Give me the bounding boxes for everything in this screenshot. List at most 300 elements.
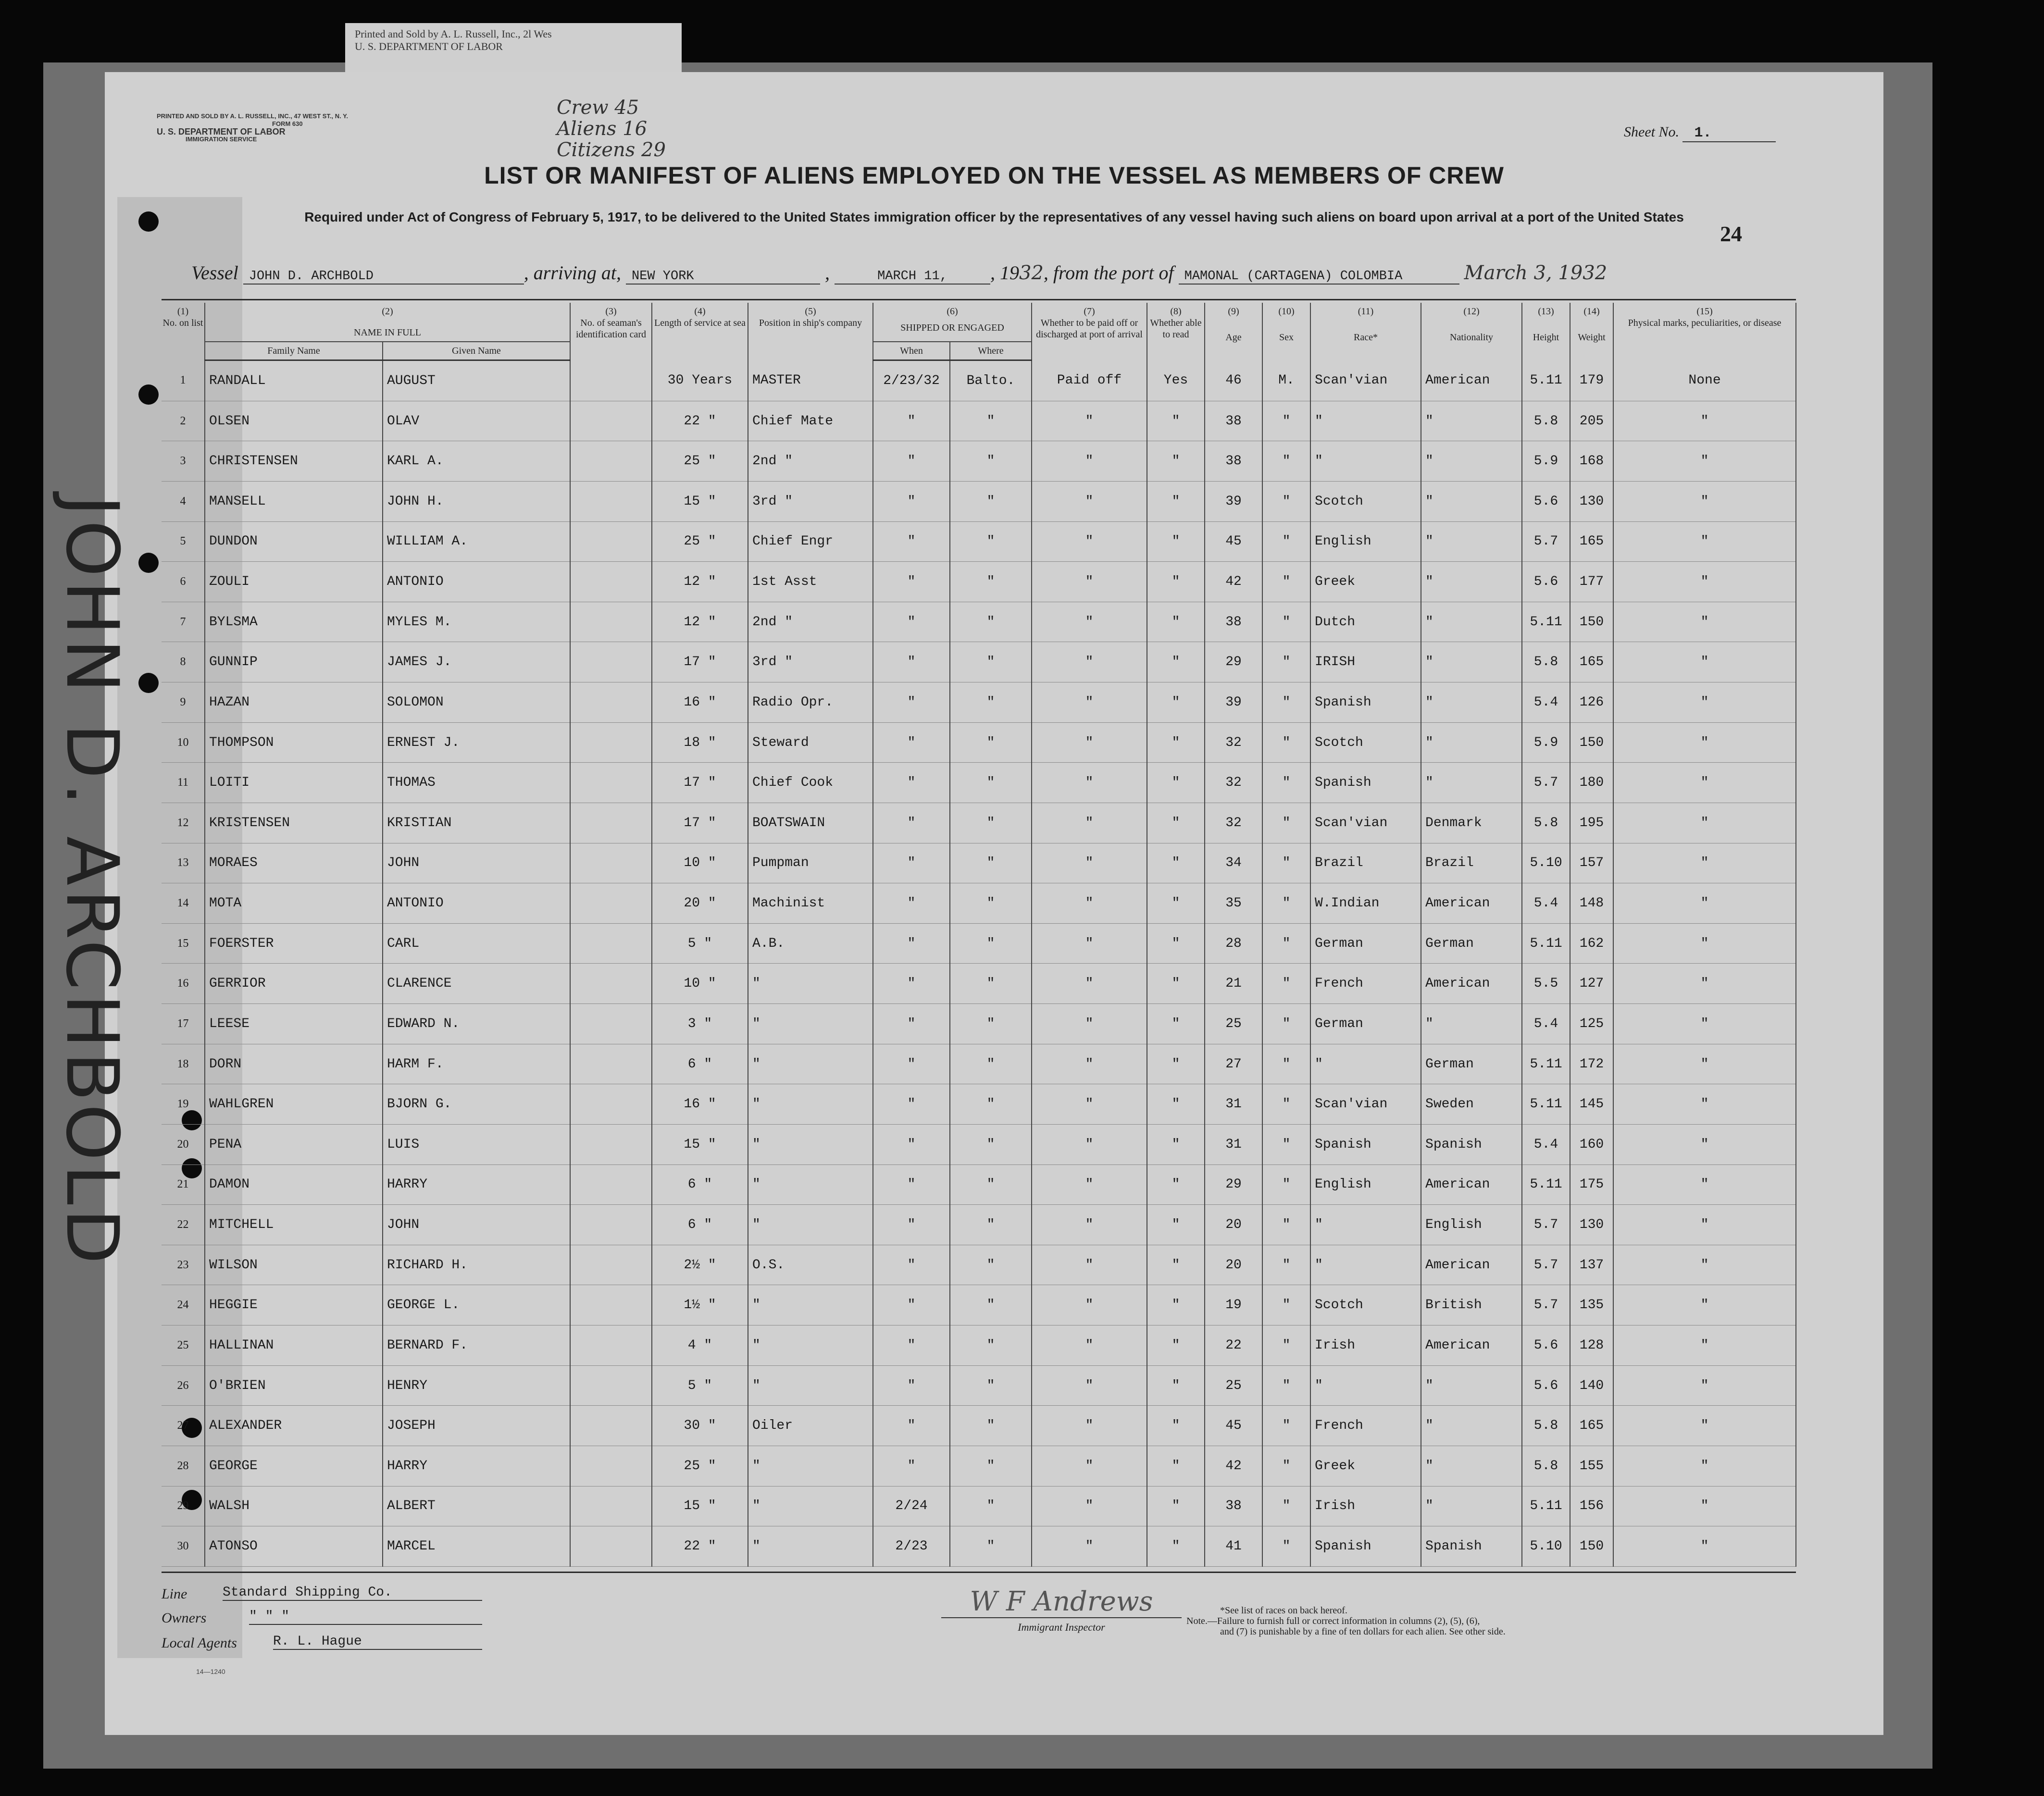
shipped-when: "	[873, 1285, 950, 1325]
note-penalty-2: and (7) is punishable by a fine of ten dollars for each alien. See other side.	[1220, 1626, 1506, 1637]
physical-marks: "	[1613, 803, 1796, 843]
height: 5.11	[1522, 1084, 1570, 1125]
shipped-when: "	[873, 1124, 950, 1164]
weight: 145	[1570, 1084, 1613, 1125]
vessel-line: Vessel JOHN D. ARCHBOLD , arriving at, NEW YORK , MARCH 11, , 1932, from the port of MAMONAL (CARTAGENA) COLOMBIA March 3, 1932	[191, 262, 1608, 284]
table-row	[162, 642, 1796, 682]
shipped-when: "	[873, 1084, 950, 1125]
table-row	[162, 481, 1796, 521]
service-length: 20 "	[652, 883, 748, 924]
able-to-read: "	[1147, 1084, 1205, 1125]
age: 35	[1205, 883, 1262, 924]
row-number: 4	[162, 481, 205, 521]
service-length: 15 "	[652, 1124, 748, 1164]
col-position-header: (5) Position in ship's company	[748, 303, 873, 360]
paid-off: "	[1032, 883, 1147, 924]
nationality: British	[1421, 1285, 1522, 1325]
age: 19	[1205, 1285, 1262, 1325]
given-name: JOSEPH	[383, 1406, 570, 1446]
shipped-where: "	[950, 964, 1032, 1004]
sex: "	[1262, 803, 1310, 843]
binder-hole	[138, 673, 159, 693]
table-row	[162, 1486, 1796, 1526]
col-age-header: (9) Age	[1205, 303, 1262, 360]
id-card	[570, 1205, 652, 1245]
service-length: 12 "	[652, 562, 748, 602]
shipped-when: "	[873, 1164, 950, 1205]
row-number: 19	[162, 1084, 205, 1125]
shipped-where: "	[950, 1245, 1032, 1285]
race: Scan'vian	[1310, 803, 1421, 843]
position: "	[748, 1285, 873, 1325]
service-length: 12 "	[652, 602, 748, 642]
paid-off: "	[1032, 521, 1147, 562]
shipped-where: "	[950, 1365, 1032, 1406]
race: Scotch	[1310, 1285, 1421, 1325]
able-to-read: "	[1147, 803, 1205, 843]
given-name: JOHN H.	[383, 481, 570, 521]
table-row	[162, 1285, 1796, 1325]
shipped-when: "	[873, 1205, 950, 1245]
table-row	[162, 883, 1796, 924]
id-card	[570, 843, 652, 883]
given-name: ERNEST J.	[383, 722, 570, 763]
weight: 128	[1570, 1325, 1613, 1366]
paid-off: "	[1032, 1285, 1147, 1325]
able-to-read: "	[1147, 1245, 1205, 1285]
id-card	[570, 1285, 652, 1325]
shipped-where: "	[950, 843, 1032, 883]
sex: "	[1262, 1446, 1310, 1486]
family-name: WILSON	[205, 1245, 383, 1285]
line-value: Standard Shipping Co.	[223, 1585, 482, 1601]
race: Scotch	[1310, 722, 1421, 763]
position: A.B.	[748, 923, 873, 964]
crew-note-aliens: Aliens 16	[557, 118, 648, 140]
nationality: Sweden	[1421, 1084, 1522, 1125]
shipped-where: "	[950, 1205, 1032, 1245]
age: 32	[1205, 763, 1262, 803]
weight: 162	[1570, 923, 1613, 964]
shipped-when: "	[873, 923, 950, 964]
weight: 150	[1570, 1526, 1613, 1567]
nationality: German	[1421, 923, 1522, 964]
nationality: Spanish	[1421, 1526, 1522, 1567]
position: "	[748, 1365, 873, 1406]
nationality: American	[1421, 1245, 1522, 1285]
service-length: 5 "	[652, 923, 748, 964]
paid-off: "	[1032, 1406, 1147, 1446]
nationality: "	[1421, 642, 1522, 682]
sex: "	[1262, 521, 1310, 562]
height: 5.6	[1522, 1365, 1570, 1406]
weight: 168	[1570, 441, 1613, 482]
col-weight-header: (14) Weight	[1570, 303, 1613, 360]
shipped-where: "	[950, 1325, 1032, 1366]
able-to-read: "	[1147, 1486, 1205, 1526]
nationality: English	[1421, 1205, 1522, 1245]
nationality: "	[1421, 682, 1522, 723]
race: "	[1310, 1245, 1421, 1285]
id-card	[570, 481, 652, 521]
service: IMMIGRATION SERVICE	[186, 136, 257, 143]
physical-marks: "	[1613, 1124, 1796, 1164]
age: 45	[1205, 521, 1262, 562]
weight: 205	[1570, 401, 1613, 441]
service-length: 16 "	[652, 1084, 748, 1125]
shipped-where: "	[950, 923, 1032, 964]
weight: 156	[1570, 1486, 1613, 1526]
weight: 126	[1570, 682, 1613, 723]
family-name: ZOULI	[205, 562, 383, 602]
given-name: EDWARD N.	[383, 1004, 570, 1044]
physical-marks: "	[1613, 682, 1796, 723]
age: 25	[1205, 1365, 1262, 1406]
shipped-where: "	[950, 481, 1032, 521]
physical-marks: "	[1613, 1004, 1796, 1044]
height: 5.7	[1522, 1205, 1570, 1245]
service-length: 22 "	[652, 1526, 748, 1567]
row-number: 10	[162, 722, 205, 763]
given-name: THOMAS	[383, 763, 570, 803]
row-number: 29	[162, 1486, 205, 1526]
id-card	[570, 1004, 652, 1044]
shipped-where: "	[950, 642, 1032, 682]
able-to-read: "	[1147, 481, 1205, 521]
sex: "	[1262, 642, 1310, 682]
col-shipped-header: (6) SHIPPED OR ENGAGED	[873, 303, 1032, 342]
position: 2nd "	[748, 441, 873, 482]
sex: "	[1262, 1285, 1310, 1325]
paid-off: "	[1032, 401, 1147, 441]
crew-note-citizens: Citizens 29	[557, 139, 666, 161]
sex: "	[1262, 1486, 1310, 1526]
nationality: "	[1421, 722, 1522, 763]
shipped-when: "	[873, 481, 950, 521]
vessel-label: Vessel	[191, 262, 238, 284]
paid-off: "	[1032, 642, 1147, 682]
height: 5.11	[1522, 1164, 1570, 1205]
departure-port: MAMONAL (CARTAGENA) COLOMBIA	[1179, 269, 1459, 285]
paid-off: "	[1032, 1486, 1147, 1526]
printer-line: PRINTED AND SOLD BY A. L. RUSSELL, INC., 47 WEST ST., N. Y.	[157, 112, 348, 120]
row-number: 6	[162, 562, 205, 602]
family-name: KRISTENSEN	[205, 803, 383, 843]
age: 29	[1205, 1164, 1262, 1205]
position: "	[748, 1124, 873, 1164]
age: 32	[1205, 803, 1262, 843]
id-card	[570, 1084, 652, 1125]
service-length: 25 "	[652, 441, 748, 482]
id-card	[570, 722, 652, 763]
height: 5.4	[1522, 1004, 1570, 1044]
nationality: "	[1421, 602, 1522, 642]
row-number: 21	[162, 1164, 205, 1205]
col-height-header: (13) Height	[1522, 303, 1570, 360]
table-row	[162, 923, 1796, 964]
sex: "	[1262, 562, 1310, 602]
nationality: American	[1421, 1325, 1522, 1366]
given-name: BERNARD F.	[383, 1325, 570, 1366]
sex: "	[1262, 883, 1310, 924]
age: 29	[1205, 642, 1262, 682]
physical-marks: "	[1613, 1245, 1796, 1285]
paid-off: "	[1032, 1245, 1147, 1285]
shipped-when: 2/23	[873, 1526, 950, 1567]
id-card	[570, 1446, 652, 1486]
height: 5.11	[1522, 1486, 1570, 1526]
physical-marks: "	[1613, 1406, 1796, 1446]
weight: 130	[1570, 481, 1613, 521]
nationality: Brazil	[1421, 843, 1522, 883]
table-row	[162, 1406, 1796, 1446]
id-card	[570, 1164, 652, 1205]
age: 39	[1205, 481, 1262, 521]
position: "	[748, 1164, 873, 1205]
age: 32	[1205, 722, 1262, 763]
weight: 175	[1570, 1164, 1613, 1205]
height: 5.6	[1522, 562, 1570, 602]
row-number: 23	[162, 1245, 205, 1285]
physical-marks: "	[1613, 1486, 1796, 1526]
col-nationality-header: (12) Nationality	[1421, 303, 1522, 360]
table-row	[162, 602, 1796, 642]
row-number: 7	[162, 602, 205, 642]
able-to-read: "	[1147, 883, 1205, 924]
race: Greek	[1310, 1446, 1421, 1486]
able-to-read: "	[1147, 1526, 1205, 1567]
row-number: 17	[162, 1004, 205, 1044]
age: 38	[1205, 602, 1262, 642]
position: Chief Cook	[748, 763, 873, 803]
shipped-where: "	[950, 682, 1032, 723]
family-name: GUNNIP	[205, 642, 383, 682]
position: MASTER	[748, 360, 873, 401]
age: 21	[1205, 964, 1262, 1004]
given-name: RICHARD H.	[383, 1245, 570, 1285]
page-title: LIST OR MANIFEST OF ALIENS EMPLOYED ON THE VESSEL AS MEMBERS OF CREW	[484, 162, 1504, 189]
col-given-header: Given Name	[383, 342, 570, 360]
row-number: 16	[162, 964, 205, 1004]
able-to-read: "	[1147, 1446, 1205, 1486]
position: "	[748, 964, 873, 1004]
row-number: 24	[162, 1285, 205, 1325]
id-card	[570, 883, 652, 924]
sheet-number-label: Sheet No.	[1624, 124, 1679, 140]
service-length: 18 "	[652, 722, 748, 763]
col-name-header: (2) NAME IN FULL	[205, 303, 570, 342]
row-number: 20	[162, 1124, 205, 1164]
age: 28	[1205, 923, 1262, 964]
id-card	[570, 803, 652, 843]
table-row	[162, 1526, 1796, 1567]
able-to-read: "	[1147, 642, 1205, 682]
tab-department: U. S. DEPARTMENT OF LABOR	[355, 40, 503, 52]
shipped-when: "	[873, 602, 950, 642]
nationality: American	[1421, 964, 1522, 1004]
line-label: Line	[162, 1586, 187, 1602]
family-name: LOITI	[205, 763, 383, 803]
age: 27	[1205, 1044, 1262, 1084]
shipped-when: "	[873, 1004, 950, 1044]
race: French	[1310, 964, 1421, 1004]
weight: 180	[1570, 763, 1613, 803]
family-name: O'BRIEN	[205, 1365, 383, 1406]
header-rule	[162, 299, 1796, 300]
family-name: WALSH	[205, 1486, 383, 1526]
shipped-where: "	[950, 1285, 1032, 1325]
able-to-read: "	[1147, 1004, 1205, 1044]
physical-marks: "	[1613, 1325, 1796, 1366]
id-card	[570, 1245, 652, 1285]
shipped-when: "	[873, 562, 950, 602]
able-to-read: "	[1147, 602, 1205, 642]
shipped-when: "	[873, 1044, 950, 1084]
given-name: ANTONIO	[383, 562, 570, 602]
family-name: MOTA	[205, 883, 383, 924]
table-bottom-rule	[162, 1572, 1796, 1573]
age: 20	[1205, 1245, 1262, 1285]
id-card	[570, 602, 652, 642]
given-name: JAMES J.	[383, 642, 570, 682]
given-name: OLAV	[383, 401, 570, 441]
id-card	[570, 964, 652, 1004]
race: Brazil	[1310, 843, 1421, 883]
able-to-read: "	[1147, 1044, 1205, 1084]
position: "	[748, 1325, 873, 1366]
physical-marks: "	[1613, 441, 1796, 482]
given-name: JOHN	[383, 843, 570, 883]
table-row	[162, 1446, 1796, 1486]
paid-off: "	[1032, 602, 1147, 642]
race: Dutch	[1310, 602, 1421, 642]
height: 5.8	[1522, 401, 1570, 441]
race: "	[1310, 1205, 1421, 1245]
table-row	[162, 1004, 1796, 1044]
weight: 137	[1570, 1245, 1613, 1285]
physical-marks: None	[1613, 360, 1796, 401]
family-name: DORN	[205, 1044, 383, 1084]
position: "	[748, 1004, 873, 1044]
shipped-when: 2/24	[873, 1486, 950, 1526]
position: 3rd "	[748, 642, 873, 682]
departure-date: March 3, 1932	[1464, 262, 1608, 284]
nationality: "	[1421, 481, 1522, 521]
sex: "	[1262, 722, 1310, 763]
service-length: 6 "	[652, 1044, 748, 1084]
shipped-when: "	[873, 1406, 950, 1446]
row-number: 13	[162, 843, 205, 883]
nationality: "	[1421, 1004, 1522, 1044]
race: "	[1310, 1044, 1421, 1084]
row-number: 27	[162, 1406, 205, 1446]
row-number: 3	[162, 441, 205, 482]
year-suffix: 32	[1019, 262, 1044, 284]
arriving-label: , arriving at,	[523, 262, 621, 284]
nationality: German	[1421, 1044, 1522, 1084]
table-row	[162, 1325, 1796, 1366]
sex: "	[1262, 1406, 1310, 1446]
row-number: 15	[162, 923, 205, 964]
sex: "	[1262, 1124, 1310, 1164]
row-number: 12	[162, 803, 205, 843]
row-number: 9	[162, 682, 205, 723]
paid-off: "	[1032, 964, 1147, 1004]
sex: "	[1262, 1004, 1310, 1044]
position: Steward	[748, 722, 873, 763]
paid-off: "	[1032, 843, 1147, 883]
height: 5.11	[1522, 1044, 1570, 1084]
sex: "	[1262, 1164, 1310, 1205]
paid-off: "	[1032, 1004, 1147, 1044]
height: 5.11	[1522, 923, 1570, 964]
shipped-when: "	[873, 722, 950, 763]
shipped-when: "	[873, 1245, 950, 1285]
height: 5.7	[1522, 763, 1570, 803]
shipped-where: "	[950, 1526, 1032, 1567]
paid-off: "	[1032, 481, 1147, 521]
shipped-when: "	[873, 642, 950, 682]
nationality: "	[1421, 401, 1522, 441]
service-length: 4 "	[652, 1325, 748, 1366]
age: 41	[1205, 1526, 1262, 1567]
given-name: BJORN G.	[383, 1084, 570, 1125]
id-card	[570, 923, 652, 964]
race: "	[1310, 1365, 1421, 1406]
col-race-header: (11) Race*	[1310, 303, 1421, 360]
given-name: JOHN	[383, 1205, 570, 1245]
shipped-where: "	[950, 1406, 1032, 1446]
age: 42	[1205, 1446, 1262, 1486]
family-name: DUNDON	[205, 521, 383, 562]
physical-marks: "	[1613, 642, 1796, 682]
shipped-where: "	[950, 441, 1032, 482]
weight: 165	[1570, 642, 1613, 682]
col-read-header: (8) Whether able to read	[1147, 303, 1205, 360]
weight: 125	[1570, 1004, 1613, 1044]
shipped-where: "	[950, 521, 1032, 562]
vertical-vessel-name-text: JOHN D. ARCHBOLD	[50, 495, 134, 1268]
sex: "	[1262, 843, 1310, 883]
paid-off: "	[1032, 682, 1147, 723]
age: 38	[1205, 1486, 1262, 1526]
height: 5.6	[1522, 481, 1570, 521]
age: 42	[1205, 562, 1262, 602]
sheet-number	[1624, 124, 1776, 142]
weight: 157	[1570, 843, 1613, 883]
position: "	[748, 1084, 873, 1125]
family-name: GEORGE	[205, 1446, 383, 1486]
table-row	[162, 1084, 1796, 1125]
sex: "	[1262, 441, 1310, 482]
paid-off: "	[1032, 1044, 1147, 1084]
physical-marks: "	[1613, 883, 1796, 924]
id-card	[570, 642, 652, 682]
paid-off: "	[1032, 722, 1147, 763]
able-to-read: "	[1147, 1124, 1205, 1164]
table-row	[162, 562, 1796, 602]
physical-marks: "	[1613, 1446, 1796, 1486]
shipped-where: "	[950, 1084, 1032, 1125]
age: 45	[1205, 1406, 1262, 1446]
binder-hole	[138, 211, 159, 232]
height: 5.7	[1522, 521, 1570, 562]
physical-marks: "	[1613, 964, 1796, 1004]
shipped-when: "	[873, 682, 950, 723]
table-row	[162, 1164, 1796, 1205]
shipped-where: "	[950, 722, 1032, 763]
note-races: *See list of races on back hereof.	[1220, 1605, 1347, 1616]
